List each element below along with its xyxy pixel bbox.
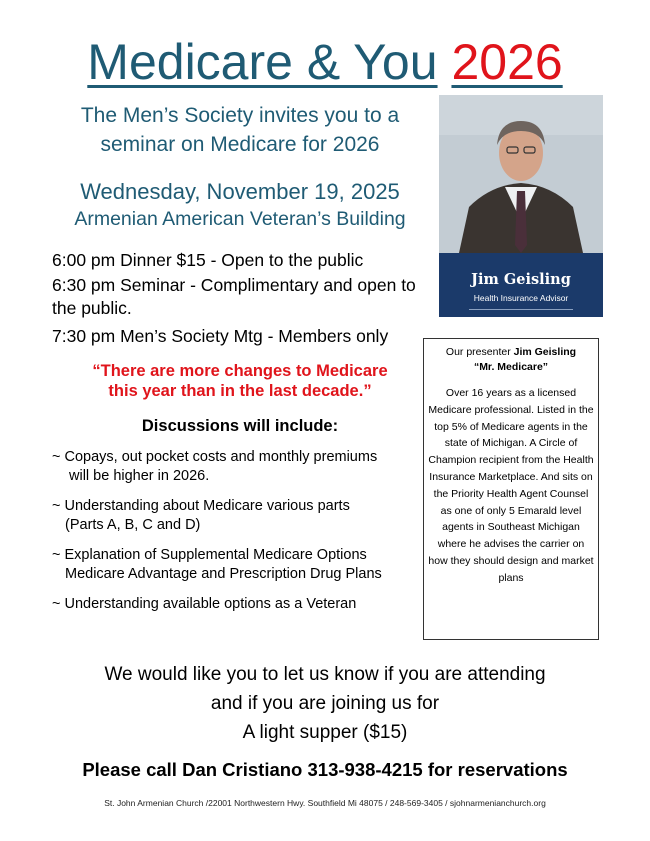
discussion-item-line: ~ Understanding about Medicare various parts: [52, 498, 350, 514]
discussion-item-line: ~ Explanation of Supplemental Medicare Options: [52, 547, 367, 563]
schedule-seminar: 6:30 pm Seminar - Complimentary and open to the public.: [52, 275, 416, 318]
banner-divider: [469, 309, 573, 310]
discussion-item: [52, 497, 412, 535]
schedule-dinner: 6:00 pm Dinner $15 - Open to the public: [52, 250, 364, 270]
presenter-name: Jim Geisling: [471, 271, 571, 288]
invitation-line-1: The Men’s Society invites you to a: [80, 104, 400, 127]
presenter-role: Health Insurance Advisor: [473, 293, 569, 303]
discussion-item-line: will be higher in 2026.: [69, 468, 210, 484]
event-date: Wednesday, November 19, 2025: [80, 179, 400, 204]
invitation-text: [40, 101, 440, 159]
attendance-line-3: A light supper ($15): [242, 722, 408, 743]
bio-text: Over 16 years as a licensed Medicare professional. Listed in the top 5% of Medicare agents in the state of Michigan. A Circle of Champion recipient from the Health Insurance Marketplace. And sits on the Priority Health Agent Counsel as one of only 5 Emarald level agents in Southeast Michigan where he advises the carrier on how they should design and market plans: [428, 387, 594, 584]
bio-name: Jim Geisling: [513, 346, 577, 358]
invitation-line-2: seminar on Medicare for 2026: [100, 133, 380, 156]
attendance-line-2: and if you are joining us for: [210, 693, 440, 714]
attendance-message: [0, 660, 650, 747]
attendance-line-1: We would like you to let us know if you are attending: [104, 664, 546, 685]
church-address: St. John Armenian Church /22001 Northwestern Hwy. Southfield Mi 48075 / 248-569-3405 / sjohnarmenianchurch.org: [104, 798, 546, 808]
quote-line-1: “There are more changes to Medicare: [92, 362, 388, 380]
discussion-item: [52, 546, 412, 584]
quote-line-2: this year than in the last decade.”: [108, 382, 372, 400]
presenter-photo: [439, 95, 603, 253]
discussion-item-line: ~ Copays, out pocket costs and monthly premiums: [52, 449, 378, 465]
discussion-item-line: Medicare Advantage and Prescription Drug Plans: [65, 566, 382, 582]
discussion-item: [52, 595, 412, 614]
title-year: 2026: [451, 34, 563, 90]
title-main: Medicare & You: [87, 34, 438, 90]
event-venue: Armenian American Veteran’s Building: [74, 208, 406, 230]
discussion-item-line: (Parts A, B, C and D): [65, 517, 201, 533]
discussion-item: [52, 448, 412, 486]
bio-nickname: “Mr. Medicare”: [473, 361, 549, 373]
schedule-meeting: 7:30 pm Men’s Society Mtg - Members only: [52, 326, 389, 346]
presenter-bio-box: [423, 338, 599, 640]
discussion-item-line: ~ Understanding available options as a Veteran: [52, 596, 357, 612]
bio-prefix: Our presenter: [445, 346, 514, 358]
bio-heading: [427, 345, 595, 375]
reservation-call: Please call Dan Cristiano 313-938-4215 for reservations: [82, 759, 568, 780]
flyer-title: [0, 32, 650, 92]
highlight-quote: [60, 361, 420, 401]
discussions-heading: Discussions will include:: [141, 417, 339, 435]
presenter-photo-card: [439, 95, 603, 317]
